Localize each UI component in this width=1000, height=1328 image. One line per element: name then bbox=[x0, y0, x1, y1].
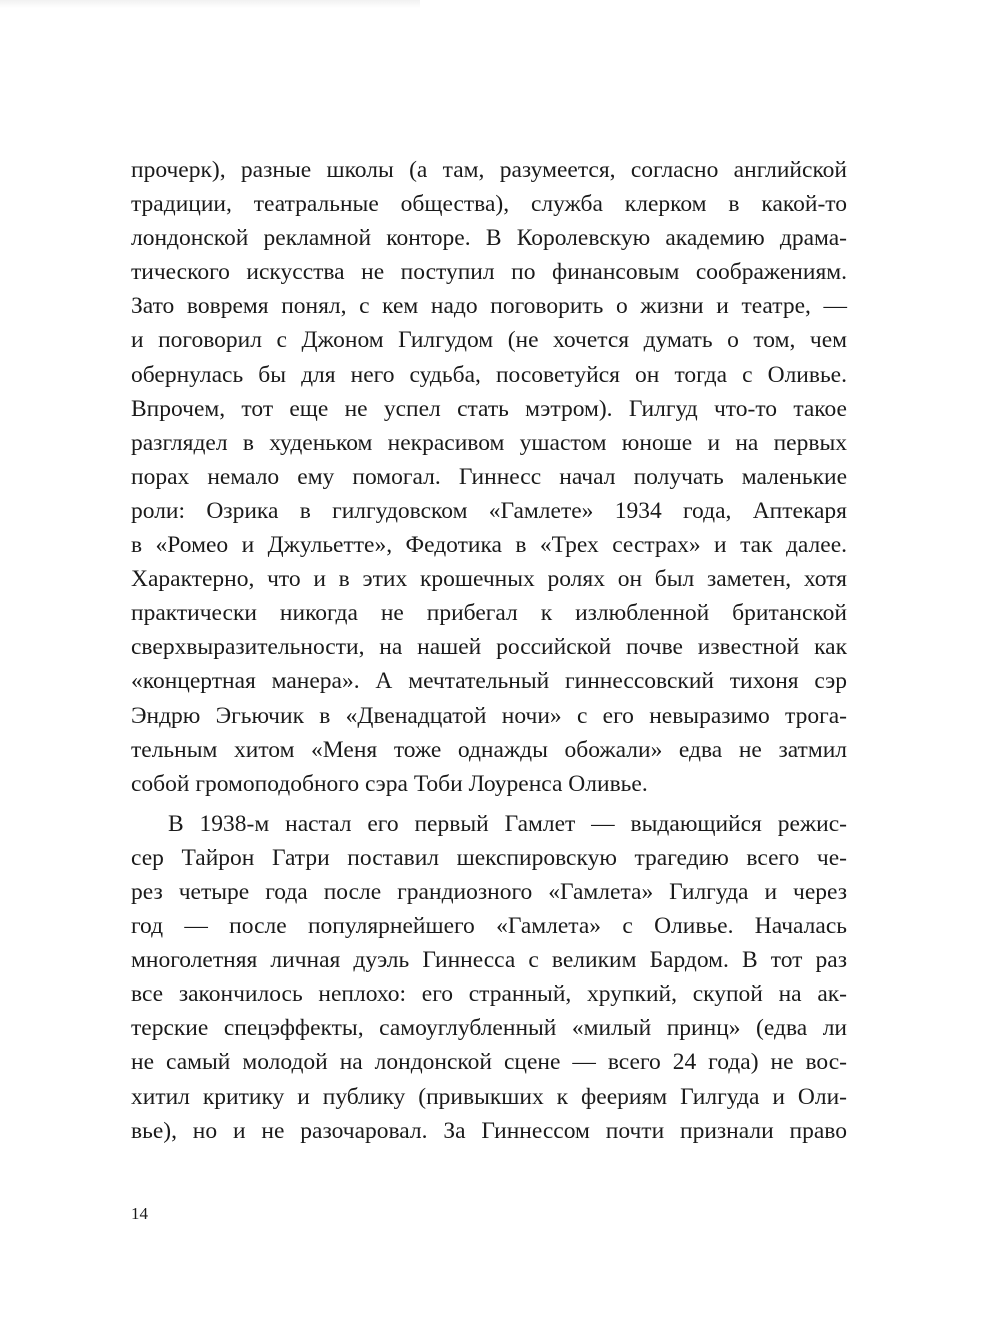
scan-edge-shade bbox=[0, 0, 420, 8]
text-line: практически никогда не прибегал к излюбленной британской bbox=[131, 600, 847, 627]
text-line: не самый молодой на лондонской сцене — всего 24 года) не вос- bbox=[131, 1049, 847, 1076]
text-line: и поговорил с Джоном Гилгудом (не хочется думать о том, чем bbox=[131, 327, 847, 354]
text-line: терские спецэффекты, самоуглубленный «милый принц» (едва ли bbox=[131, 1015, 847, 1042]
text-line: В 1938-м настал его первый Гамлет — выдающийся режис- bbox=[168, 810, 847, 837]
text-line: Зато вовремя понял, с кем надо поговорить о жизни и театре, — bbox=[131, 293, 847, 320]
text-line: Впрочем, тот еще не успел стать мэтром). Гилгуд что-то такое bbox=[131, 395, 847, 422]
text-line: тельным хитом «Меня тоже однажды обожали» едва не затмил bbox=[131, 736, 847, 763]
text-line: обернулась бы для него судьба, посоветуйся он тогда с Оливье. bbox=[131, 361, 847, 388]
text-line: разглядел в худеньком некрасивом ушастом юноше и на первых bbox=[131, 429, 847, 456]
text-line: прочерк), разные школы (а там, разумеется, согласно английской bbox=[131, 157, 847, 183]
text-line: все закончилось неплохо: его странный, хрупкий, скупой на ак- bbox=[131, 981, 847, 1008]
body-text bbox=[131, 153, 847, 1148]
text-line: порах немало ему помогал. Гиннесс начал получать маленькие bbox=[131, 463, 847, 490]
text-line: многолетняя личная дуэль Гиннесса с великим Бардом. В тот раз bbox=[131, 947, 847, 974]
text-line: сверхвыразительности, на нашей российской почве известной как bbox=[131, 634, 847, 661]
text-line: «концертная манера». А мечтательный гиннессовский тихоня сэр bbox=[131, 668, 847, 695]
text-line: Характерно, что и в этих крошечных ролях он был заметен, хотя bbox=[131, 566, 847, 593]
text-line: роли: Озрика в гилгудовском «Гамлете» 1934 года, Аптекаря bbox=[131, 497, 847, 524]
text-line: рез четыре года после грандиозного «Гамлета» Гилгуда и через bbox=[131, 878, 847, 905]
text-line: тического искусства не поступил по финансовым соображениям. bbox=[131, 259, 847, 286]
paragraph-1 bbox=[131, 153, 847, 801]
text-line: сер Тайрон Гатри поставил шекспировскую трагедию всего че- bbox=[131, 844, 847, 871]
page-number: 14 bbox=[131, 1204, 148, 1223]
text-line: хитил критику и публику (привыкших к феериям Гилгуда и Оли- bbox=[131, 1083, 847, 1110]
text-line: в «Ромео и Джульетте», Федотика в «Трех сестрах» и так далее. bbox=[131, 532, 847, 559]
text-line: Эндрю Эгьючик в «Двенадцатой ночи» с его невыразимо трога- bbox=[131, 702, 847, 729]
text-line: год — после популярнейшего «Гамлета» с Оливье. Началась bbox=[131, 913, 847, 940]
paragraph-2 bbox=[131, 807, 847, 1148]
text-line: лондонской рекламной конторе. В Королевскую академию драма- bbox=[131, 225, 847, 252]
text-line: традиции, театральные общества), служба клерком в какой-то bbox=[131, 191, 847, 218]
text-line: собой громоподобного сэра Тоби Лоуренса Оливье. bbox=[131, 770, 648, 797]
text-line: вье), но и не разочаровал. За Гиннессом почти признали право bbox=[131, 1117, 847, 1144]
